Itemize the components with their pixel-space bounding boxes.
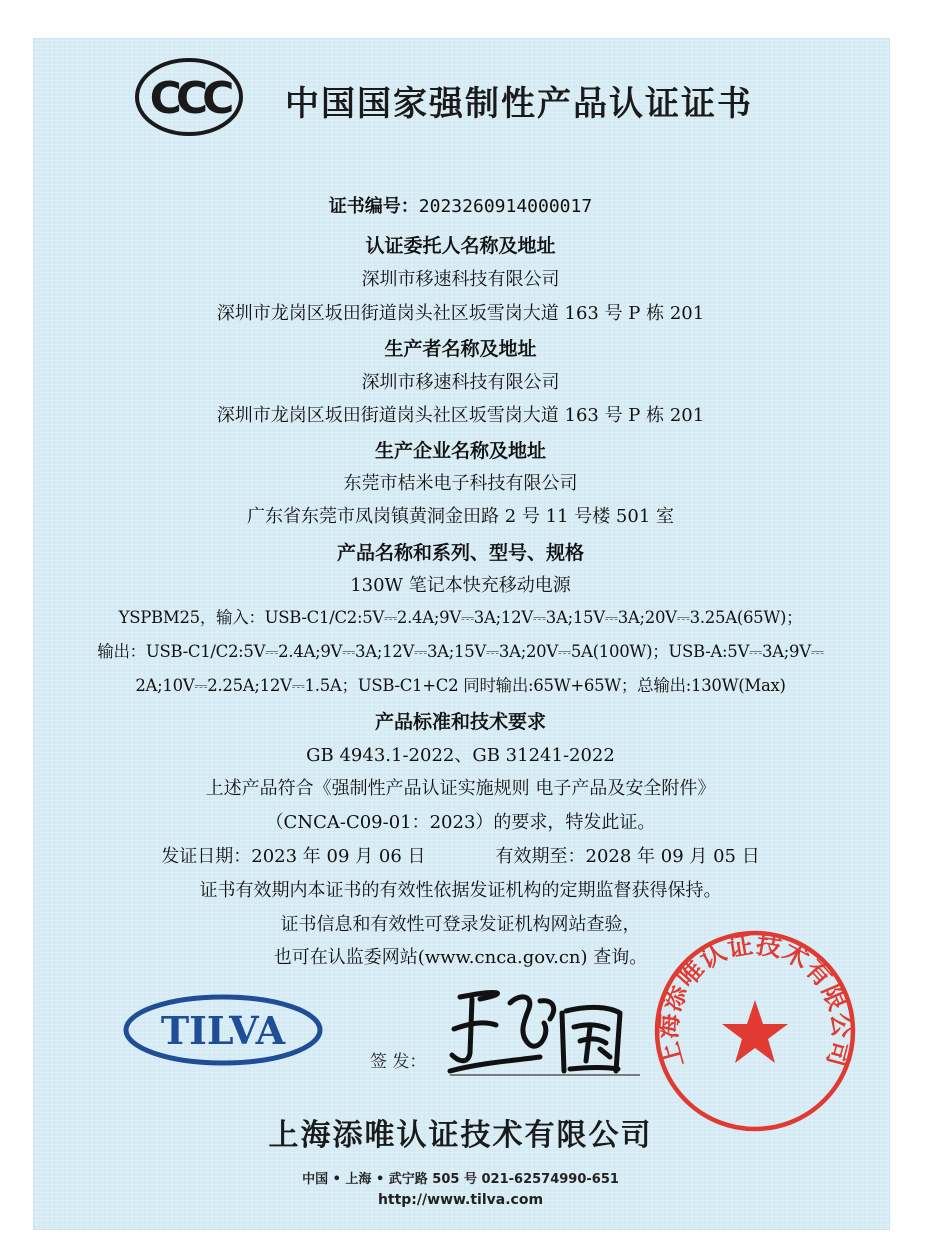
statement-line-1: 上述产品符合《强制性产品认证实施规则 电子产品及安全附件》 <box>205 778 716 799</box>
signature-label: 签 发： <box>370 1052 427 1072</box>
product-spec-line-3: 2A;10V⎓2.25A;12V⎓1.5A；USB-C1+C2 同时输出:65W+65W；总输出:130W(Max) <box>135 676 786 695</box>
official-seal <box>652 928 858 1134</box>
manufacturer-name: 深圳市移速科技有限公司 <box>361 372 560 393</box>
dates-line <box>33 842 888 868</box>
expiry-date: 2028 年 09 月 05 日 <box>585 846 760 867</box>
product-spec-line-1: YSPBM25，输入：USB-C1/C2:5V⎓2.4A;9V⎓3A;12V⎓3A;15V⎓3A;20V⎓3.25A(65W)； <box>118 608 803 627</box>
note-line-1: 证书有效期内本证书的有效性依据发证机构的定期监督获得保持。 <box>199 880 722 901</box>
product-name: 130W 笔记本快充移动电源 <box>350 575 571 596</box>
ccc-logo <box>135 57 243 137</box>
note-line-3: 也可在认监委网站(www.cnca.gov.cn) 查询。 <box>273 947 648 968</box>
standards-value: GB 4943.1-2022、GB 31241-2022 <box>306 745 615 766</box>
signature <box>440 983 650 1083</box>
seal-star-icon <box>722 1000 788 1063</box>
note-line-2: 证书信息和有效性可登录发证机构网站查验， <box>280 914 641 935</box>
issue-date-label: 发证日期： <box>161 846 252 867</box>
certificate-number-line <box>33 192 888 218</box>
standards-heading: 产品标准和技术要求 <box>374 711 546 733</box>
factory-name: 东莞市桔米电子科技有限公司 <box>343 473 578 494</box>
issue-date: 2023 年 09 月 06 日 <box>251 846 426 867</box>
tilva-logo-text: TILVA <box>160 1008 286 1053</box>
certificate-title: 中国国家强制性产品认证证书 <box>285 84 753 124</box>
manufacturer-heading: 生产者名称及地址 <box>384 338 537 360</box>
ccc-logo-text: CCC <box>149 73 229 124</box>
applicant-name: 深圳市移速科技有限公司 <box>361 269 560 290</box>
product-spec-line-2: 输出：USB-C1/C2:5V⎓2.4A;9V⎓3A;12V⎓3A;15V⎓3A;20V⎓5A(100W)；USB-A:5V⎓3A;9V⎓ <box>97 642 824 661</box>
expiry-date-label: 有效期至： <box>495 846 586 867</box>
applicant-heading: 认证委托人名称及地址 <box>365 235 556 257</box>
statement-line-2: （CNCA-C09-01：2023）的要求，特发此证。 <box>265 812 656 833</box>
tilva-logo <box>123 994 323 1066</box>
factory-address: 广东省东莞市凤岗镇黄洞金田路 2 号 11 号楼 501 室 <box>246 506 675 527</box>
issuer-website: http://www.tilva.com <box>377 1192 544 1208</box>
issuer-address: 中国 • 上海 • 武宁路 505 号 021-62574990-651 <box>302 1172 619 1187</box>
applicant-address: 深圳市龙岗区坂田街道岗头社区坂雪岗大道 163 号 P 栋 201 <box>216 303 705 324</box>
seal-text: 上海添唯认证技术有限公司 <box>653 929 857 1071</box>
issuer-name: 上海添唯认证技术有限公司 <box>268 1118 653 1153</box>
manufacturer-address: 深圳市龙岗区坂田街道岗头社区坂雪岗大道 163 号 P 栋 201 <box>216 405 705 426</box>
factory-heading: 生产企业名称及地址 <box>374 440 546 462</box>
product-heading: 产品名称和系列、型号、规格 <box>336 542 584 564</box>
certificate-number: 2023260914000017 <box>418 196 593 217</box>
certificate-number-label: 证书编号： <box>328 196 419 217</box>
